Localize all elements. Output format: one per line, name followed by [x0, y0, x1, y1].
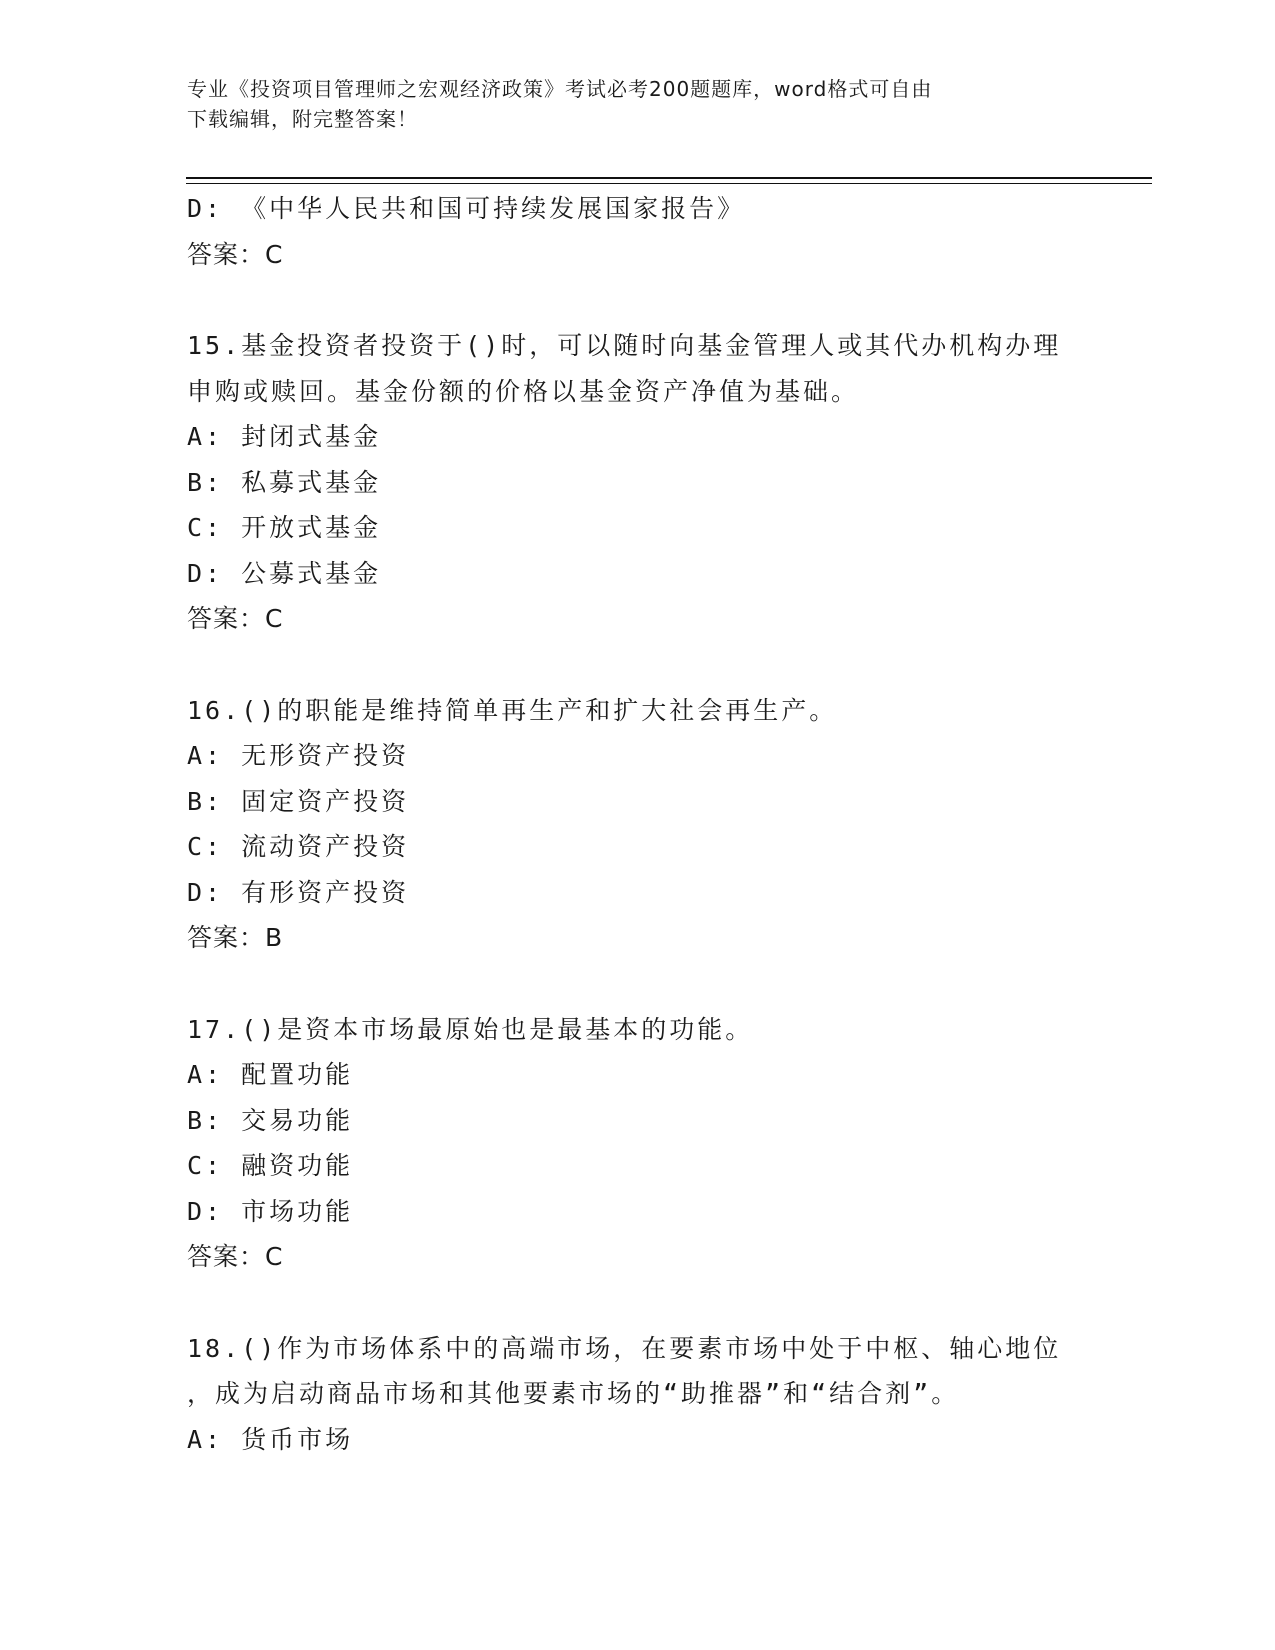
- q18-stem-line-1: 18.()作为市场体系中的高端市场，在要素市场中处于中枢、轴心地位: [187, 1333, 1062, 1363]
- q17-option-d: D: 市场功能: [187, 1196, 354, 1226]
- q16-answer: 答案：B: [187, 923, 284, 952]
- q16-option-c: C: 流动资产投资: [187, 832, 410, 861]
- q16-stem-line-1: 16.()的职能是维持简单再生产和扩大社会再生产。: [187, 695, 838, 725]
- q15-answer: 答案：C: [187, 604, 284, 633]
- q17-stem-line-1: 17.()是资本市场最原始也是最基本的功能。: [187, 1014, 754, 1044]
- q16-option-b: B: 固定资产投资: [187, 786, 410, 816]
- header-line-1: 专业《投资项目管理师之宏观经济政策》考试必考200题题库，word格式可自由: [187, 77, 933, 101]
- q16-option-a: A: 无形资产投资: [187, 741, 410, 770]
- q17-option-b: B: 交易功能: [187, 1105, 354, 1135]
- q15-option-d: D: 公募式基金: [187, 558, 382, 588]
- q18-stem-line-2: ，成为启动商品市场和其他要素市场的“助推器”和“结合剂”。: [187, 1379, 960, 1408]
- header-divider-thick: [186, 177, 1152, 179]
- q17-option-c: C: 融资功能: [187, 1151, 354, 1180]
- q15-option-a: A: 封闭式基金: [187, 422, 382, 451]
- header-line-2: 下载编辑，附完整答案！: [187, 107, 418, 131]
- header-divider-thin: [186, 183, 1152, 184]
- q18-option-a: A: 货币市场: [187, 1424, 354, 1454]
- q17-option-a: A: 配置功能: [187, 1060, 354, 1089]
- prev-answer: 答案：C: [187, 239, 284, 269]
- prev-option-d: D: 《中华人民共和国可持续发展国家报告》: [187, 194, 746, 223]
- document-header: [187, 74, 1087, 134]
- question-list: [187, 186, 1087, 1462]
- q15-option-c: C: 开放式基金: [187, 513, 382, 542]
- q15-stem-line-2: 申购或赎回。基金份额的价格以基金资产净值为基础。: [187, 376, 860, 406]
- q17-answer: 答案：C: [187, 1242, 284, 1271]
- q15-option-b: B: 私募式基金: [187, 467, 382, 497]
- q16-option-d: D: 有形资产投资: [187, 877, 410, 907]
- q15-stem-line-1: 15.基金投资者投资于()时，可以随时向基金管理人或其代办机构办理: [187, 331, 1062, 360]
